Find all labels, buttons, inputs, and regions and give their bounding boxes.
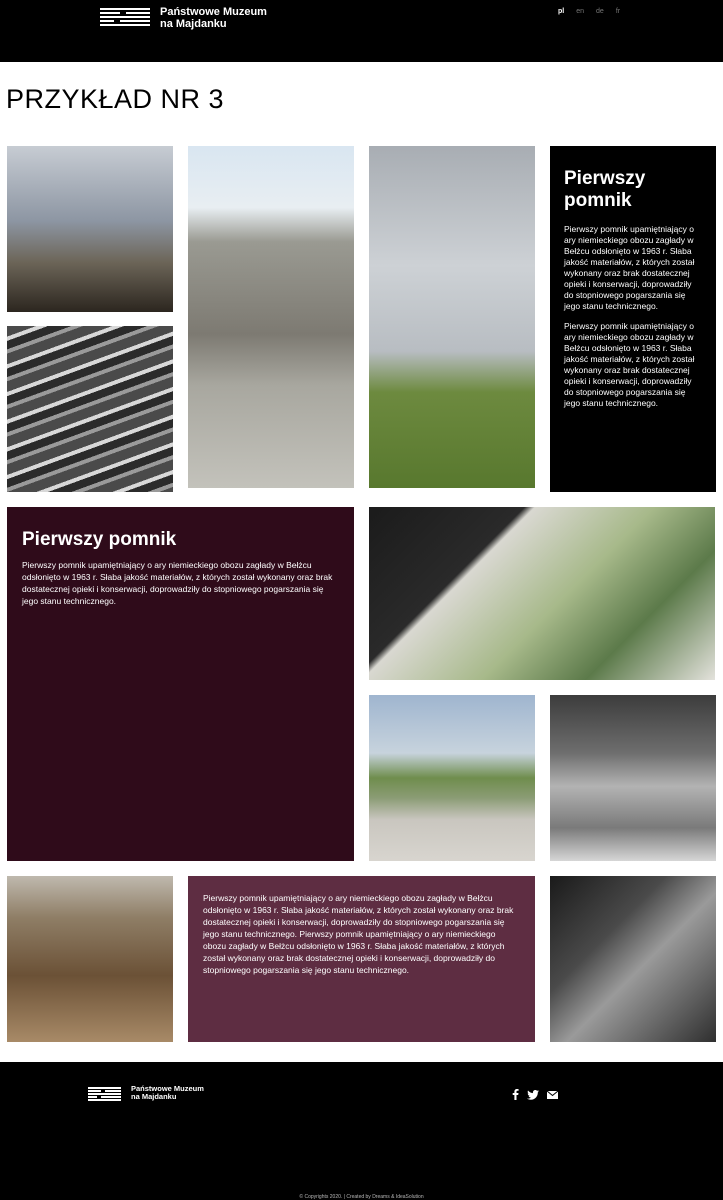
footer-logo[interactable] bbox=[88, 1085, 204, 1101]
photo-monument-silhouette[interactable] bbox=[7, 146, 173, 312]
social-links bbox=[512, 1089, 558, 1100]
lang-de[interactable]: de bbox=[596, 8, 604, 15]
photo-barrack-interior[interactable] bbox=[550, 695, 716, 861]
mail-icon[interactable] bbox=[547, 1091, 558, 1099]
text-tile-plum bbox=[7, 507, 354, 861]
lang-pl[interactable]: pl bbox=[558, 8, 565, 15]
logo-line-2: na Majdanku bbox=[160, 18, 227, 30]
twitter-icon[interactable] bbox=[527, 1090, 539, 1100]
page-title: PRZYKŁAD NR 3 bbox=[6, 84, 225, 114]
photo-open-comic-book[interactable] bbox=[369, 507, 715, 680]
photo-watchtower-field[interactable] bbox=[369, 695, 535, 861]
photo-watchtower-cloudy[interactable] bbox=[369, 146, 535, 488]
logo-text bbox=[160, 6, 267, 30]
photo-prisoner-uniform[interactable] bbox=[550, 876, 716, 1042]
logo-line-1: Państwowe Muzeum bbox=[160, 6, 267, 18]
photo-monument-stairs[interactable] bbox=[188, 146, 354, 488]
museum-logo-lines-icon bbox=[100, 7, 150, 29]
tile-heading: Pierwszy pomnik bbox=[564, 168, 646, 211]
tile-paragraph: Pierwszy pomnik upamiętniający o ary niemieckiego obozu zagłady w Bełżcu odsłonięto w 1963 r. Słaba jakość materiałów, z których został wykonany oraz brak dostatecznej opieki i konserwacji, doprowadziły do stopniowego pogarszania się jego stanu technicznego. bbox=[564, 224, 695, 311]
lang-en[interactable]: en bbox=[576, 8, 585, 15]
site-logo[interactable] bbox=[100, 6, 267, 30]
copyright-text: © Copyrights 2020. | Created by Dreams & IdeaSolution bbox=[299, 1194, 424, 1200]
photo-aerial-barracks[interactable] bbox=[7, 326, 173, 492]
facebook-icon[interactable] bbox=[512, 1089, 519, 1100]
text-tile-black bbox=[550, 146, 716, 492]
tile-paragraph: Pierwszy pomnik upamiętniający o ary niemieckiego obozu zagłady w Bełżcu odsłonięto w 1963 r. Słaba jakość materiałów, z których został wykonany oraz brak dostatecznej opieki i konserwacji, doprowadziły do stopniowego pogarszania się jego stanu technicznego. bbox=[564, 321, 695, 408]
tile-paragraph: Pierwszy pomnik upamiętniający o ary niemieckiego obozu zagłady w Bełżcu odsłonięto w 1963 r. Słaba jakość materiałów, z których został wykonany oraz brak dostatecznej opieki i konserwacji, doprowadziły do stopniowego pogarszania się jego stanu technicznego. bbox=[22, 560, 333, 606]
tile-paragraph: Pierwszy pomnik upamiętniający o ary niemieckiego obozu zagłady w Bełżcu odsłonięto w 1963 r. Słaba jakość materiałów, z których został wykonany oraz brak dostatecznej opieki i konserwacji, doprowadziły do stopniowego pogarszania się jego stanu technicznego. Pierwszy pomnik upamiętniający o ary niemieckiego obozu zagłady w Bełżcu odsłonięto w 1963 r. Słaba jakość materiałów, z których został wykonany oraz brak dostatecznej opieki i konserwacji, doprowadziły do stopniowego pogarszania się jego stanu technicznego. bbox=[203, 893, 514, 975]
logo-text bbox=[131, 1085, 204, 1101]
lang-fr[interactable]: fr bbox=[615, 8, 621, 15]
text-tile-mauve bbox=[188, 876, 535, 1042]
museum-logo-lines-icon bbox=[88, 1086, 121, 1101]
photo-excavation[interactable] bbox=[7, 876, 173, 1042]
tile-heading: Pierwszy pomnik bbox=[22, 529, 177, 550]
site-footer bbox=[0, 1062, 723, 1200]
language-switcher bbox=[558, 8, 620, 15]
site-header bbox=[0, 0, 723, 62]
logo-line-2: na Majdanku bbox=[131, 1092, 177, 1101]
logo-line-1: Państwowe Muzeum bbox=[131, 1084, 204, 1093]
